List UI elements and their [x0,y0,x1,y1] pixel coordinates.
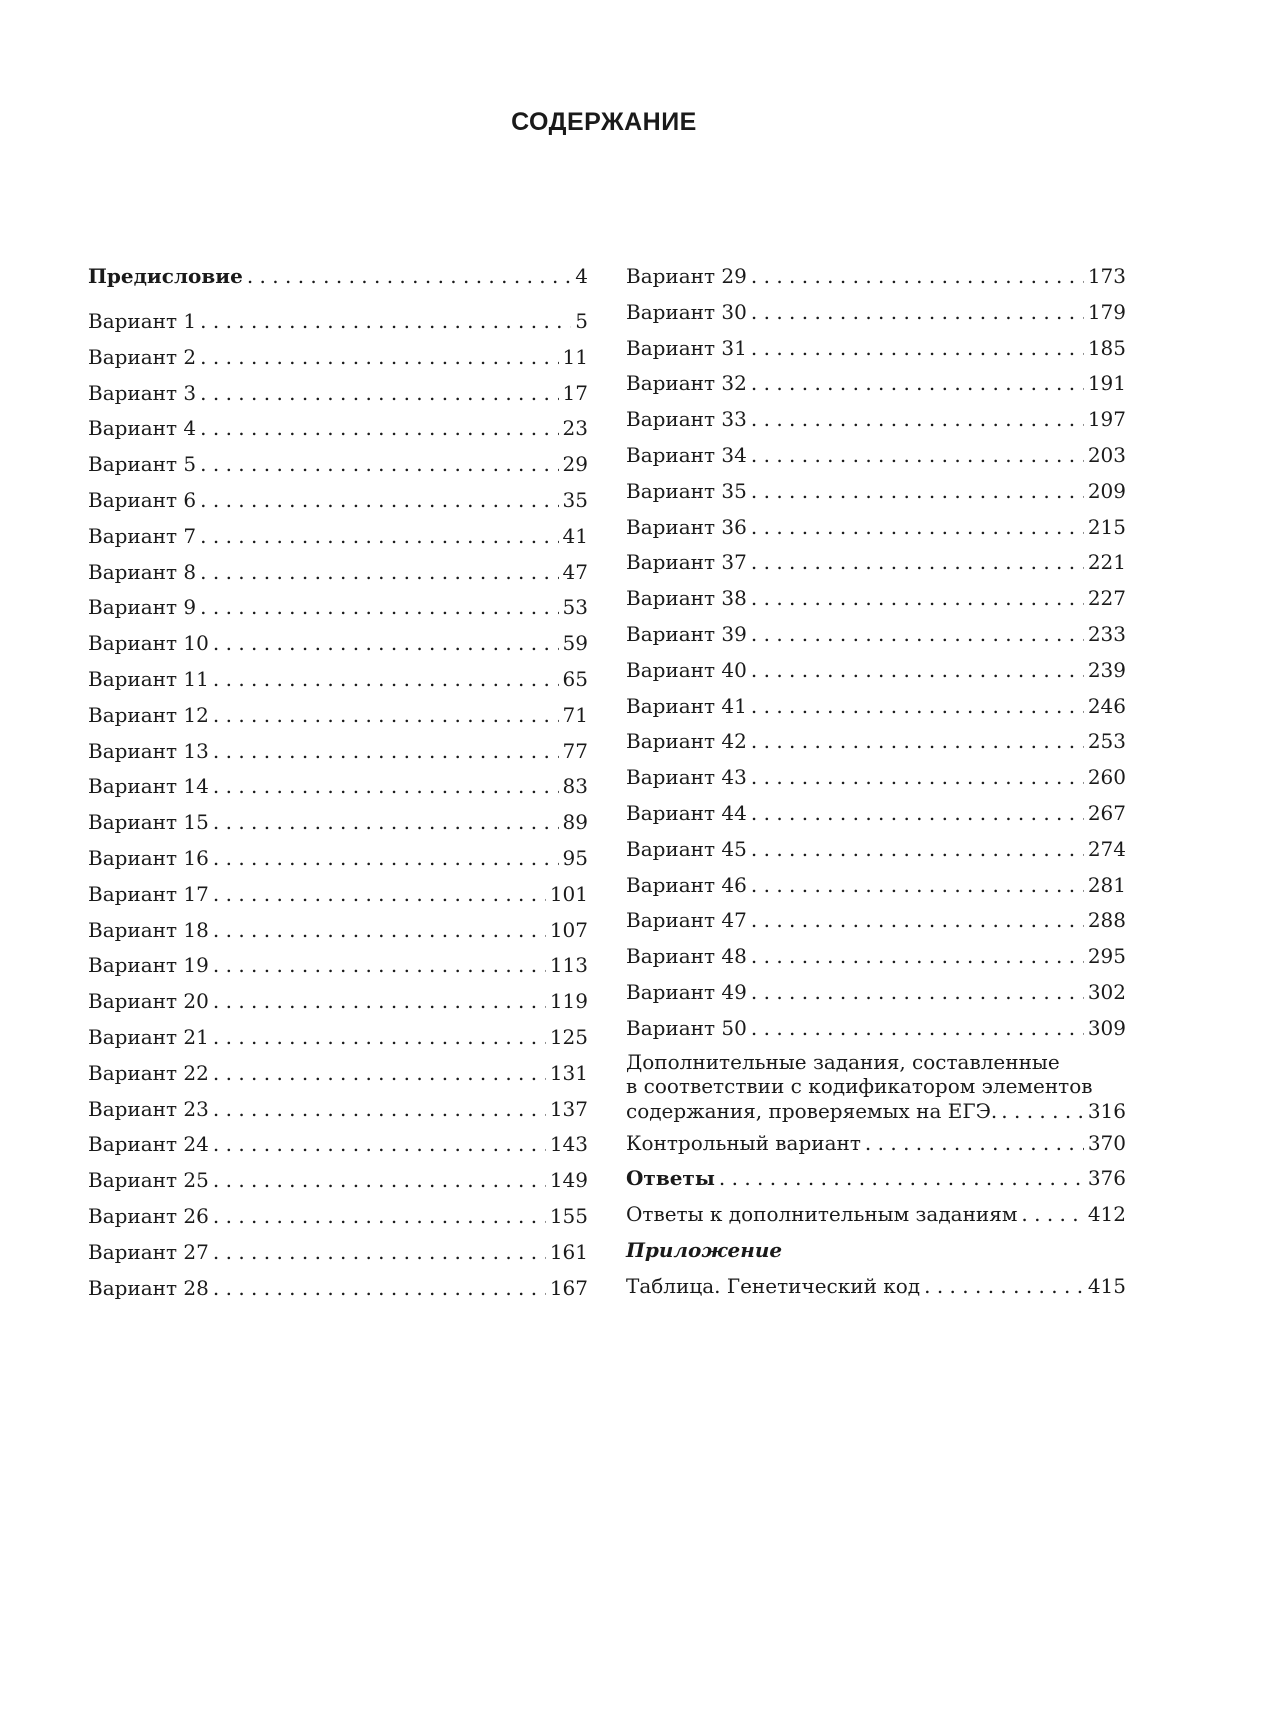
toc-entry-variant[interactable] [626,692,1126,728]
toc-entry-label-line: содержания, проверяемых на ЕГЭ. [626,1098,998,1123]
toc-entry-variant[interactable] [626,548,1126,584]
toc-entry-label: Ответы к дополнительным заданиям [626,1202,1018,1227]
toc-entry-label: Вариант 14 [88,774,209,799]
toc-entry-variant[interactable] [626,656,1126,692]
dot-leader [1021,1200,1083,1228]
toc-entry-label: Ответы [626,1166,715,1191]
toc-entry-page: 47 [562,559,588,584]
dot-leader [200,379,558,407]
toc-entry-label-line: в соответствии с кодификатором элементов [626,1074,1093,1099]
toc-entry-page: 59 [562,631,588,656]
toc-entry-label: Вариант 12 [88,702,209,727]
toc-entry-page: 167 [549,1275,588,1300]
toc-entry-variant[interactable] [88,486,588,522]
toc-entry-label: Вариант 10 [88,631,209,656]
toc-entry-page: 173 [1087,264,1126,288]
toc-entry-page: 233 [1087,621,1126,646]
dot-leader [751,835,1084,863]
toc-entry-page: 149 [549,1168,588,1193]
toc-entry-variant[interactable] [626,727,1126,763]
toc-entry-label: Вариант 18 [88,917,209,942]
toc-entry-label: Вариант 26 [88,1203,209,1228]
toc-entry-variant[interactable] [88,593,588,629]
toc-entry-page: 107 [549,917,588,942]
toc-entry-answers-additional[interactable] [626,1200,1126,1236]
toc-entry-label: Вариант 48 [626,944,747,969]
toc-entry-label: Вариант 32 [626,371,747,396]
toc-entry-label: Вариант 30 [626,299,747,324]
toc-entry-variant[interactable] [626,513,1126,549]
toc-entry-variant[interactable] [88,1202,588,1238]
dot-leader [751,405,1084,433]
toc-entry-variant[interactable] [626,334,1126,370]
toc-entry-additional-tasks[interactable] [626,1050,1126,1127]
dot-leader [213,808,559,836]
toc-entry-label: Вариант 35 [626,478,747,503]
toc-entry-page: 185 [1087,335,1126,360]
toc-entry-page: 227 [1087,586,1126,611]
toc-entry-variant[interactable] [626,799,1126,835]
toc-entry-page: 35 [562,487,588,512]
toc-entry-variant[interactable] [88,951,588,987]
toc-entry-variant[interactable] [88,772,588,808]
toc-entry-page: 370 [1087,1130,1126,1155]
toc-entry-label: Вариант 21 [88,1024,209,1049]
toc-entry-label: Вариант 4 [88,416,197,441]
dot-leader [865,1129,1084,1157]
toc-entry-variant[interactable] [88,629,588,665]
toc-entry-label: Вариант 38 [626,586,747,611]
toc-entry-page: 137 [549,1096,588,1121]
toc-entry-label: Вариант 39 [626,621,747,646]
toc-entry-page: 29 [562,452,588,477]
toc-entry-label-line: Дополнительные задания, составленные [626,1049,1060,1074]
toc-entry-variant[interactable] [626,978,1126,1014]
toc-entry-variant[interactable] [626,262,1126,298]
dot-leader [213,916,546,944]
toc-entry-variant[interactable] [88,844,588,880]
toc-entry-variant[interactable] [626,906,1126,942]
toc-entry-variant[interactable] [626,369,1126,405]
toc-entry-variant[interactable] [626,763,1126,799]
toc-entry-label: Вариант 37 [626,550,747,575]
toc-entry-control-variant[interactable] [626,1129,1126,1165]
toc-entry-variant[interactable] [88,1274,588,1310]
page-title: СОДЕРЖАНИЕ [511,108,697,136]
toc-entry-page: 41 [562,523,588,548]
dot-leader [213,737,559,765]
toc-entry-label: Вариант 2 [88,344,197,369]
toc-entry-label: Вариант 27 [88,1239,209,1264]
dot-leader [247,262,571,290]
toc-entry-variant[interactable] [626,835,1126,871]
toc-entry-page: 119 [549,989,588,1014]
toc-entry-variant[interactable] [88,880,588,916]
dot-leader [213,1166,546,1194]
toc-entry-label: Вариант 46 [626,872,747,897]
toc-entry-label: Вариант 23 [88,1096,209,1121]
toc-entry-label: Вариант 6 [88,487,197,512]
toc-entry-page: 113 [549,953,588,978]
dot-leader [200,343,558,371]
dot-leader [751,656,1084,684]
toc-entry-variant[interactable] [88,1238,588,1274]
toc-entry-page: 267 [1087,800,1126,825]
toc-section-appendix[interactable]: Приложение [626,1237,783,1262]
toc-entry-variant[interactable] [88,808,588,844]
toc-entry-label: Вариант 3 [88,380,197,405]
toc-entry-page: 288 [1087,908,1126,933]
dot-leader [213,665,559,693]
toc-entry-label: Вариант 29 [626,264,747,288]
toc-entry-variant[interactable] [626,1014,1126,1050]
dot-leader [751,334,1084,362]
toc-entry-page: 71 [562,702,588,727]
toc-entry-page: 191 [1087,371,1126,396]
dot-leader [213,987,546,1015]
toc-right-list [626,262,1126,1050]
toc-entry-variant[interactable] [626,298,1126,334]
toc-entry-page: 89 [562,810,588,835]
toc-entry-label: Вариант 31 [626,335,747,360]
toc-entry-page: 65 [562,666,588,691]
toc-entry-page: 77 [562,738,588,763]
toc-entry-label: Вариант 17 [88,881,209,906]
dot-leader [751,906,1084,934]
toc-entry-label: Таблица. Генетический код [626,1273,921,1298]
toc-entry-label: Вариант 7 [88,523,197,548]
toc-entry-variant[interactable] [626,584,1126,620]
toc-entry-page: 253 [1087,729,1126,754]
toc-entry-page: 295 [1087,944,1126,969]
dot-leader [751,441,1084,469]
toc-entry-label: Вариант 9 [88,595,197,620]
dot-leader [213,1095,546,1123]
dot-leader [751,584,1084,612]
dot-leader [751,799,1084,827]
toc-entry-label: Вариант 49 [626,979,747,1004]
toc-entry-variant[interactable] [88,916,588,952]
toc-entry-label: Вариант 20 [88,989,209,1014]
toc-entry-variant[interactable] [88,1059,588,1095]
toc-entry-label: Вариант 11 [88,666,209,691]
toc-entry-label: Вариант 47 [626,908,747,933]
toc-entry-page: 17 [562,380,588,405]
toc-entry-variant[interactable] [88,701,588,737]
dot-leader [213,629,559,657]
toc-entry-page: 95 [562,845,588,870]
toc-entry-label: Контрольный вариант [626,1130,861,1155]
toc-entry-variant[interactable] [626,942,1126,978]
dot-leader [213,951,546,979]
toc-entry-label: Вариант 16 [88,845,209,870]
dot-leader [213,1274,546,1302]
toc-entry-variant[interactable] [88,737,588,773]
dot-leader [213,701,559,729]
dot-leader [751,978,1084,1006]
toc-entry-page: 203 [1087,442,1126,467]
dot-leader [751,477,1084,505]
toc-entry-page: 125 [549,1024,588,1049]
toc-entry-label: Вариант 1 [88,309,197,333]
toc-entry-label: Вариант 19 [88,953,209,978]
toc-entry-variant[interactable] [88,1130,588,1166]
dot-leader [751,369,1084,397]
toc-entry-page: 5 [575,309,588,333]
toc-entry-page: 260 [1087,765,1126,790]
dot-leader [751,548,1084,576]
toc-right-column [626,262,1126,1308]
toc-entry-variant[interactable] [626,441,1126,477]
dot-leader [751,692,1084,720]
dot-leader [200,522,558,550]
dot-leader [213,772,559,800]
toc-entry-variant[interactable] [626,405,1126,441]
dot-leader [751,620,1084,648]
toc-entry-page: 274 [1087,836,1126,861]
toc-entry-label: Вариант 28 [88,1275,209,1300]
toc-entry-variant[interactable] [88,343,588,379]
dot-leader [213,1130,546,1158]
toc-entry-variant[interactable] [88,1166,588,1202]
dot-leader [751,942,1084,970]
toc-entry-page: 221 [1087,550,1126,575]
toc-entry-variant[interactable] [88,1095,588,1131]
dot-leader [213,880,546,908]
toc-entry-answers[interactable] [626,1164,1126,1200]
toc-entry-label: Вариант 34 [626,442,747,467]
dot-leader [213,1238,546,1266]
dot-leader [751,727,1084,755]
toc-entry-page: 412 [1087,1202,1126,1227]
dot-leader [751,871,1084,899]
toc-entry-label: Вариант 40 [626,657,747,682]
toc-entry-page: 209 [1087,478,1126,503]
dot-leader [751,763,1084,791]
toc-entry-page: 143 [549,1132,588,1157]
toc-entry-page: 309 [1087,1015,1126,1040]
toc-entry-label: Вариант 50 [626,1015,747,1040]
toc-entry-variant[interactable] [88,665,588,701]
toc-entry-page: 246 [1087,693,1126,718]
toc-entry-page: 302 [1087,979,1126,1004]
dot-leader [1001,1099,1084,1124]
toc-entry-page: 239 [1087,657,1126,682]
toc-entry-variant[interactable] [88,379,588,415]
toc-entry-label: Вариант 24 [88,1132,209,1157]
dot-leader [200,307,571,335]
dot-leader [200,414,558,442]
dot-leader [200,558,558,586]
toc-entry-page: 131 [549,1060,588,1085]
toc-entry-variant[interactable] [626,871,1126,907]
toc-entry-label: Вариант 44 [626,800,747,825]
toc-entry-label: Вариант 8 [88,559,197,584]
toc-left-list [88,307,588,1309]
toc-entry-page: 197 [1087,407,1126,432]
toc-entry-label: Вариант 22 [88,1060,209,1085]
toc-entry-page: 179 [1087,299,1126,324]
dot-leader [200,486,558,514]
toc-entry-label: Вариант 25 [88,1168,209,1193]
toc-entry-page: 376 [1087,1166,1126,1191]
dot-leader [751,262,1084,290]
toc-left-column [88,262,588,1309]
toc-entry-page: 53 [562,595,588,620]
dot-leader [213,1023,546,1051]
dot-leader [200,593,558,621]
toc-entry-label: Вариант 45 [626,836,747,861]
toc-entry-page: 83 [562,774,588,799]
dot-leader [719,1164,1084,1192]
dot-leader [213,844,559,872]
toc-entry-preface[interactable] [88,262,588,307]
toc-entry-variant[interactable] [626,477,1126,513]
dot-leader [213,1059,546,1087]
dot-leader [751,513,1084,541]
toc-entry-page: 215 [1087,514,1126,539]
toc-entry-variant[interactable] [88,414,588,450]
toc-entry-label: Предисловие [88,264,243,288]
toc-entry-variant[interactable] [88,522,588,558]
dot-leader [751,298,1084,326]
toc-entry-page: 415 [1087,1273,1126,1298]
toc-entry-page: 316 [1087,1098,1126,1123]
dot-leader [924,1272,1084,1300]
toc-entry-label: Вариант 13 [88,738,209,763]
toc-entry-label: Вариант 41 [626,693,747,718]
toc-entry-label: Вариант 36 [626,514,747,539]
toc-entry-variant[interactable] [88,558,588,594]
toc-entry-page: 23 [562,416,588,441]
toc-entry-label: Вариант 5 [88,452,197,477]
toc-entry-page: 101 [549,881,588,906]
toc-entry-page: 4 [575,264,588,288]
dot-leader [751,1014,1084,1042]
toc-entry-label: Вариант 42 [626,729,747,754]
toc-entry-variant[interactable] [88,1023,588,1059]
toc-entry-page: 161 [549,1239,588,1264]
dot-leader [213,1202,546,1230]
toc-entry-label: Вариант 43 [626,765,747,790]
toc-entry-variant[interactable] [88,307,588,343]
toc-entry-page: 155 [549,1203,588,1228]
toc-entry-page: 11 [562,344,588,369]
toc-entry-variant[interactable] [88,450,588,486]
toc-entry-variant[interactable] [626,620,1126,656]
toc-entry-label: Вариант 15 [88,810,209,835]
toc-entry-variant[interactable] [88,987,588,1023]
dot-leader [200,450,558,478]
toc-entry-label: Вариант 33 [626,407,747,432]
toc-entry-genetic-code[interactable] [626,1272,1126,1308]
toc-entry-page: 281 [1087,872,1126,897]
